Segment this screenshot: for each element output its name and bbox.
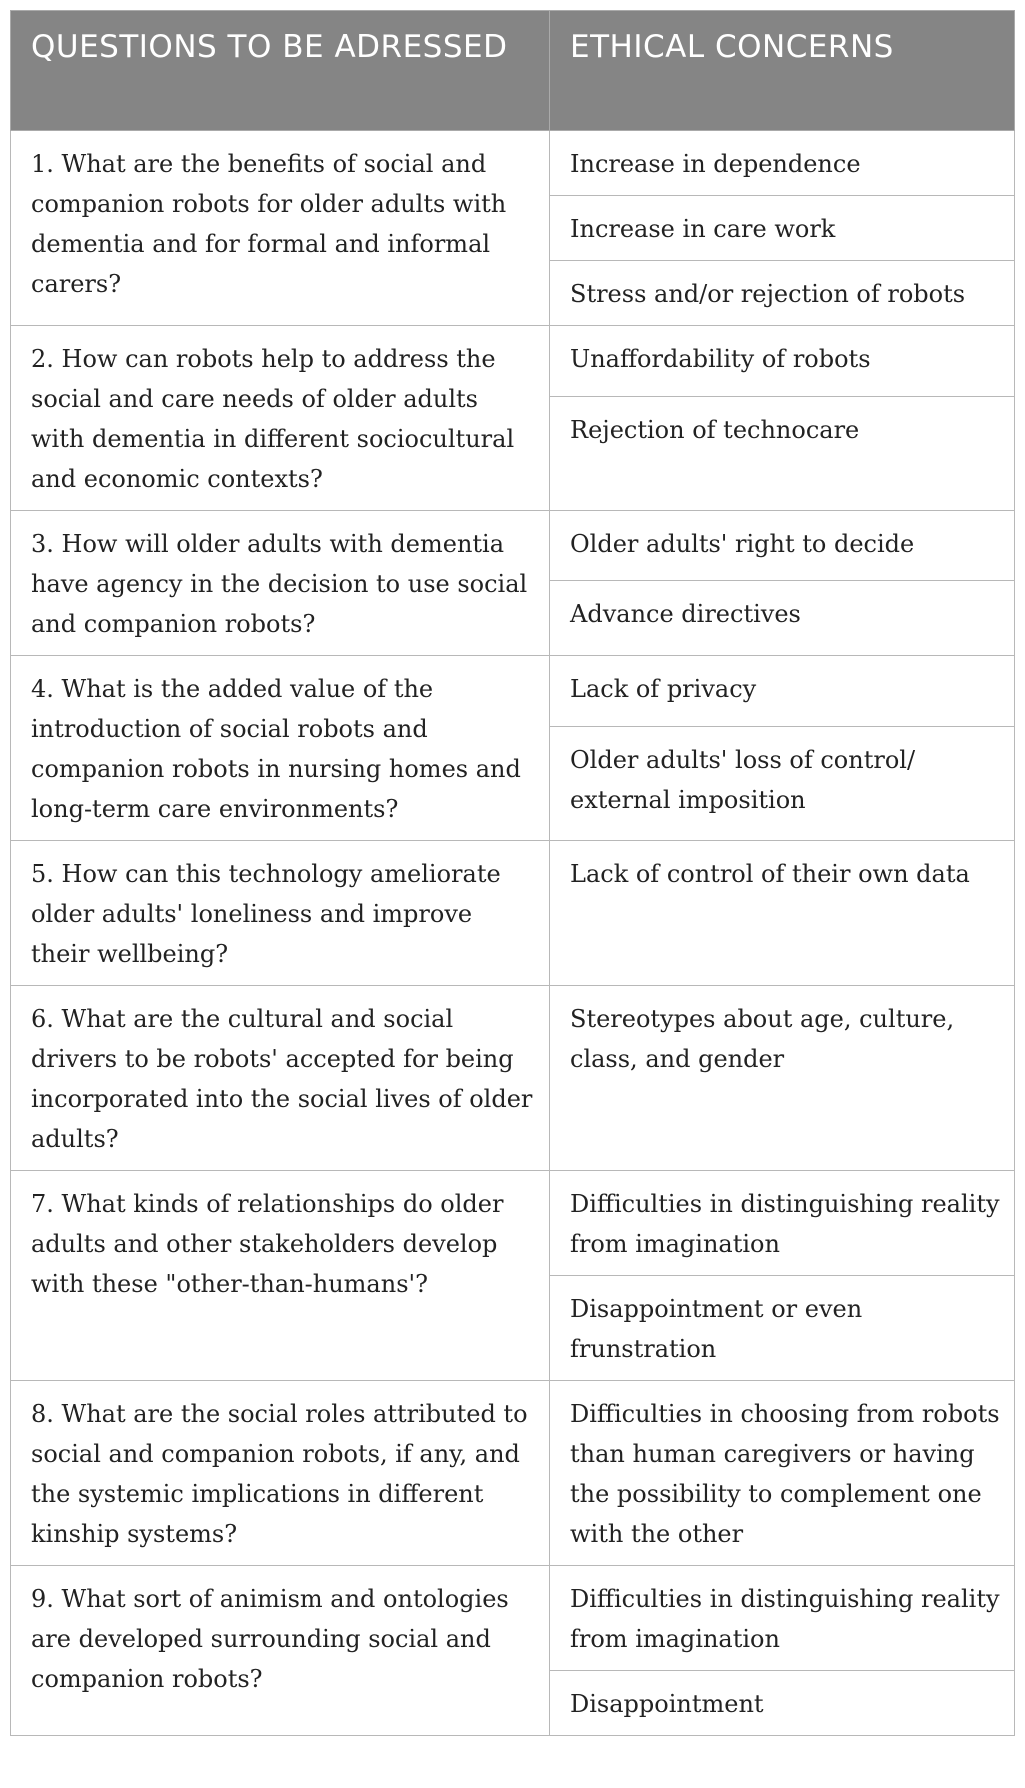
concern-cell: Rejection of technocare — [550, 397, 1015, 511]
table-row — [11, 326, 1015, 397]
concern-cell: Increase in care work — [550, 196, 1015, 261]
concern-cell: Disappointment or even frunstration — [550, 1276, 1015, 1381]
questions-header: QUESTIONS TO BE ADRESSED — [11, 11, 550, 131]
table-row — [11, 131, 1015, 196]
table-row — [11, 986, 1015, 1171]
question-cell: 1. What are the benefits of social and companion robots for older adults with dementia and for formal and informal carers? — [11, 131, 550, 326]
concern-cell: Stereotypes about age, culture, class, and gender — [550, 986, 1015, 1171]
concern-cell: Stress and/or rejection of robots — [550, 261, 1015, 326]
table-header — [11, 11, 1015, 131]
table-row — [11, 511, 1015, 581]
question-cell: 3. How will older adults with dementia have agency in the decision to use social and companion robots? — [11, 511, 550, 656]
table-row — [11, 1381, 1015, 1566]
question-cell: 7. What kinds of relationships do older adults and other stakeholders develop with these "other-than-humans'? — [11, 1171, 550, 1381]
question-cell: 8. What are the social roles attributed to social and companion robots, if any, and the systemic implications in different kinship systems? — [11, 1381, 550, 1566]
concern-cell: Lack of control of their own data — [550, 841, 1015, 986]
question-cell: 5. How can this technology ameliorate older adults' loneliness and improve their wellbeing? — [11, 841, 550, 986]
concern-cell: Difficulties in distinguishing reality from imagination — [550, 1171, 1015, 1276]
concern-cell: Lack of privacy — [550, 656, 1015, 727]
question-cell: 6. What are the cultural and social drivers to be robots' accepted for being incorporated into the social lives of older adults? — [11, 986, 550, 1171]
table-row — [11, 656, 1015, 727]
concern-cell: Advance directives — [550, 581, 1015, 656]
table-row — [11, 841, 1015, 986]
question-cell: 9. What sort of animism and ontologies are developed surrounding social and companion robots? — [11, 1566, 550, 1736]
table-body — [11, 131, 1015, 1736]
concern-cell: Unaffordability of robots — [550, 326, 1015, 397]
concern-cell: Increase in dependence — [550, 131, 1015, 196]
concern-cell: Older adults' right to decide — [550, 511, 1015, 581]
concerns-header: ETHICAL CONCERNS — [550, 11, 1015, 131]
concern-cell: Difficulties in choosing from robots than human caregivers or having the possibility to complement one with the other — [550, 1381, 1015, 1566]
question-cell: 4. What is the added value of the introduction of social robots and companion robots in nursing homes and long-term care environments? — [11, 656, 550, 841]
concern-cell: Older adults' loss of control/ external imposition — [550, 726, 1015, 840]
concern-cell: Disappointment — [550, 1671, 1015, 1736]
table-row — [11, 1171, 1015, 1276]
ethics-table — [10, 10, 1015, 1736]
header-row — [11, 11, 1015, 131]
table-row — [11, 1566, 1015, 1671]
question-cell: 2. How can robots help to address the social and care needs of older adults with dementia in different sociocultural and economic contexts? — [11, 326, 550, 511]
concern-cell: Difficulties in distinguishing reality from imagination — [550, 1566, 1015, 1671]
